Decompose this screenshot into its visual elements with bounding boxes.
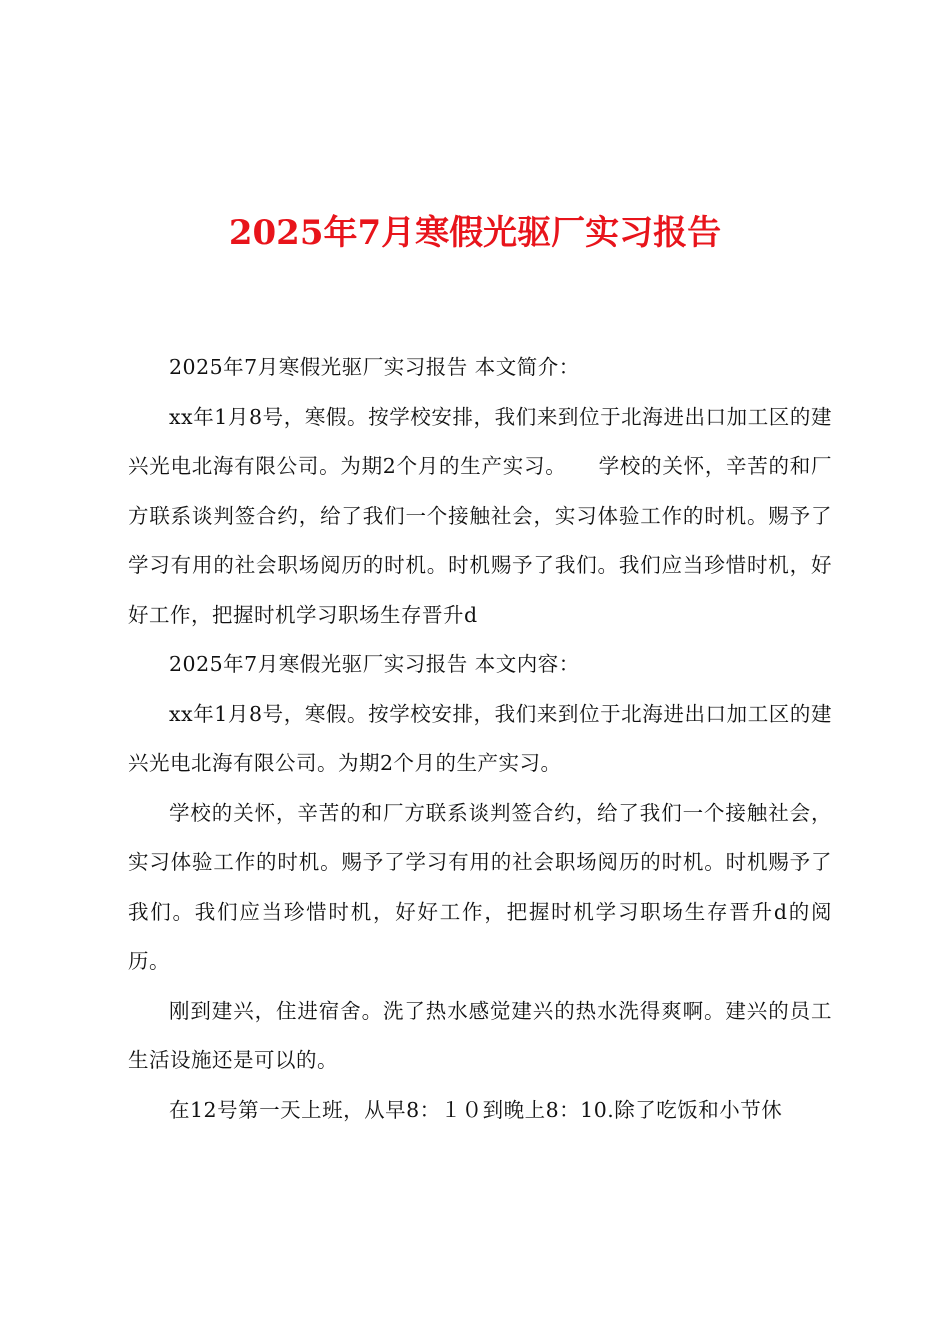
paragraph-arrival: xx年1月8号，寒假。按学校安排，我们来到位于北海进出口加工区的建兴光电北海有限公司。为期2个月的生产实习。 [128,701,832,775]
document-body [128,343,832,1135]
paragraph-dormitory: 刚到建兴，住进宿舍。洗了热水感觉建兴的热水洗得爽啊。建兴的员工生活设施还是可以的。 [128,998,832,1072]
paragraph-intro-heading: 2025年7月寒假光驱厂实习报告 本文简介： [169,355,580,379]
document-title: 2025年7月寒假光驱厂实习报告 [228,213,722,253]
paragraph-content-heading: 2025年7月寒假光驱厂实习报告 本文内容： [169,652,580,676]
paragraph-first-day: 在12号第一天上班，从早8：１０到晚上8：10.除了吃饭和小节休 [169,1097,783,1122]
paragraph-intro-summary: xx年1月8号，寒假。按学校安排，我们来到位于北海进出口加工区的建兴光电北海有限公司。为期2个月的生产实习。 学校的关怀，辛苦的和厂方联系谈判签合约，给了我们一个接触社会，实习体验工作的时机。赐予了学习有用的社会职场阅历的时机。时机赐予了我们。我们应当珍惜时机，好好工作，把握时机学习职场生存晋升d [128,404,832,627]
paragraph-school-care: 学校的关怀，辛苦的和厂方联系谈判签合约，给了我们一个接触社会，实习体验工作的时机。赐予了学习有用的社会职场阅历的时机。时机赐予了我们。我们应当珍惜时机，好好工作，把握时机学习职场生存晋升d的阅历。 [128,800,832,973]
